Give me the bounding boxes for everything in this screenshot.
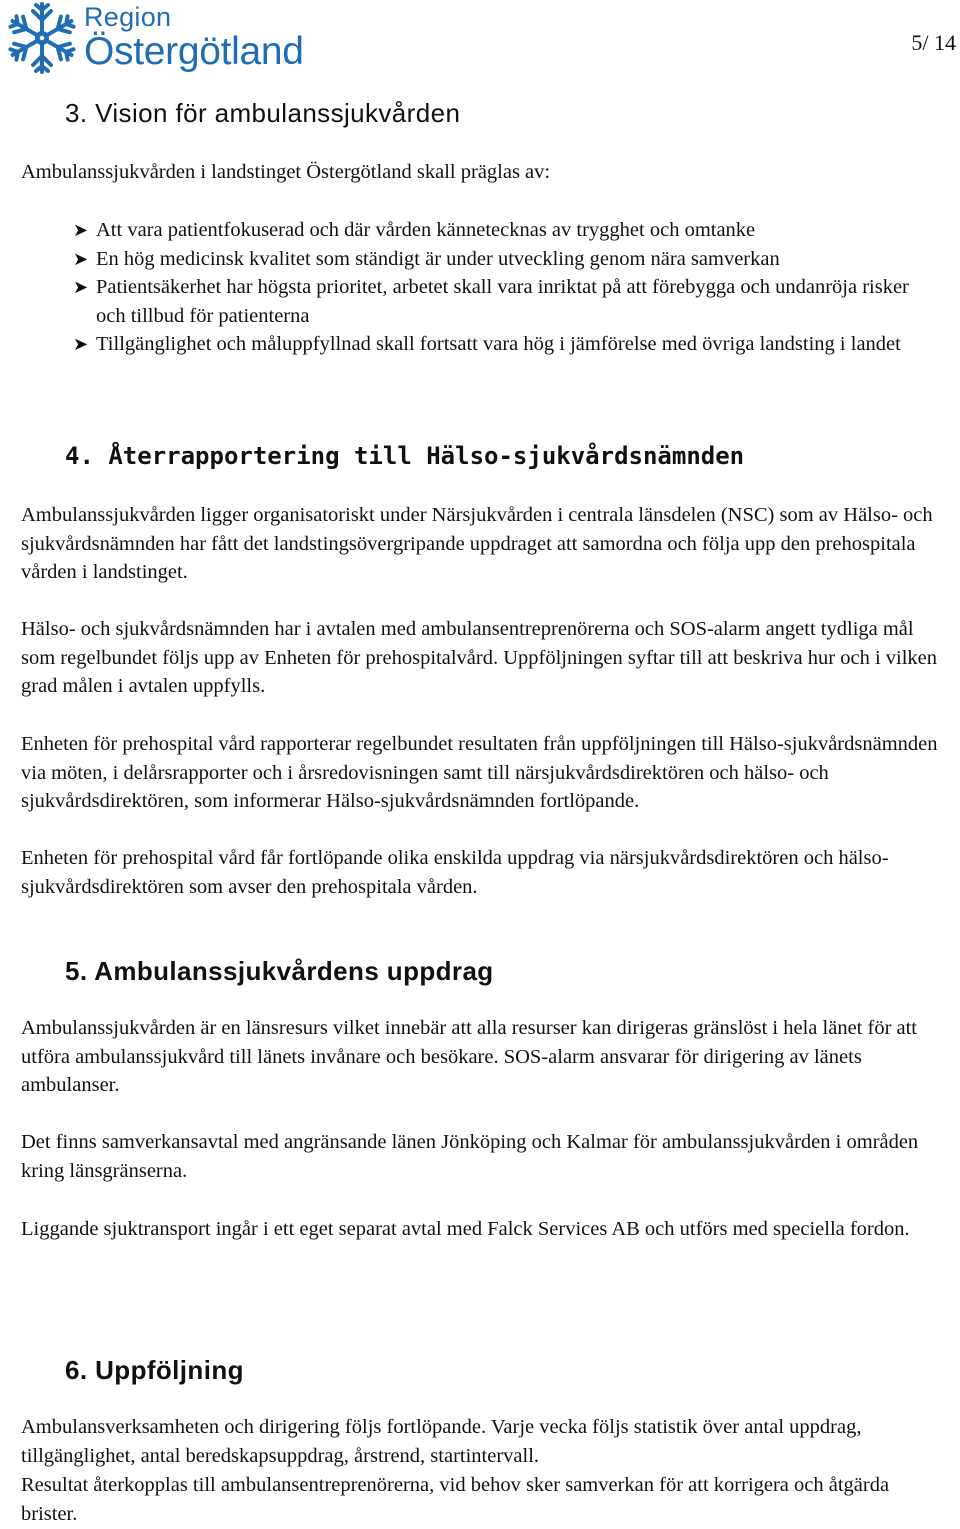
list-item: ➤ Tillgänglighet och måluppfyllnad skall fortsatt vara hög i jämförelse med övriga landsting i landet xyxy=(73,330,933,359)
section-5-paragraph-1: Ambulanssjukvården är en länsresurs vilket innebär att alla resurser kan dirigeras gränslöst i hela länet för att utföra ambulanssjukvård till länets invånare och besökare. SOS-alarm ansvarar för dirigering av länets ambulanser. xyxy=(21,1017,918,1097)
section-4-paragraph-3: Enheten för prehospital vård rapporterar regelbundet resultaten från uppföljningen till Hälso-sjukvårdsnämnden via möten, i delårsrapporter och i årsredovisningen samt till närsjukvårdsdirektören och hälso- och sjukvårdsdirektören, som informerar Hälso-sjukvårdsnämnden fortlöpande. xyxy=(21,733,938,813)
section-6-paragraph-1: Ambulansverksamheten och dirigering följs fortlöpande. Varje vecka följs statistik över antal uppdrag, tillgänglighet, antal beredskapsuppdrag, årstrend, startintervall. xyxy=(21,1416,862,1467)
logo-region-text: Region xyxy=(84,2,172,32)
page-number: 5/ 14 xyxy=(911,30,956,55)
arrowhead-bullet-icon: ➤ xyxy=(73,277,89,298)
arrowhead-bullet-icon: ➤ xyxy=(73,248,89,269)
section-6-paragraph-2: Resultat återkopplas till ambulansentreprenörerna, vid behov sker samverkan för att korrigera och åtgärda brister. xyxy=(21,1474,890,1525)
list-item: ➤ Att vara patientfokuserad och där vården kännetecknas av trygghet och omtanke xyxy=(73,216,933,245)
section-4-paragraph-2: Hälso- och sjukvårdsnämnden har i avtalen med ambulansentreprenörerna och SOS-alarm angett tydliga mål som regelbundet följs upp av Enheten för prehospitalvård. Uppföljningen syftar till att beskriva hur och i vilken grad målen i avtalen uppfylls. xyxy=(21,618,938,698)
section-3-heading: 3. Vision för ambulanssjukvården xyxy=(65,98,461,128)
section-3-intro: Ambulanssjukvården i landstinget Östergötland skall präglas av: xyxy=(21,161,551,183)
list-item: ➤ Patientsäkerhet har högsta prioritet, arbetet skall vara inriktat på att förebygga och undanröja risker och tillbud för patienterna xyxy=(73,273,933,330)
section-5-paragraph-2: Det finns samverkansavtal med angränsande länen Jönköping och Kalmar för ambulanssjukvården i områden kring länsgränserna. xyxy=(21,1131,919,1182)
section-4-paragraph-4: Enheten för prehospital vård får fortlöpande olika enskilda uppdrag via närsjukvårdsdirektören och hälso- sjukvårdsdirektören som avser den prehospitala vården. xyxy=(21,847,889,898)
arrowhead-bullet-icon: ➤ xyxy=(73,334,89,355)
logo-name-text: Östergötland xyxy=(84,30,304,73)
vision-bullet-list xyxy=(73,216,933,359)
section-5-paragraph-3: Liggande sjuktransport ingår i ett eget separat avtal med Falck Services AB och utförs med speciella fordon. xyxy=(21,1218,910,1240)
list-item: ➤ En hög medicinsk kvalitet som ständigt är under utveckling genom nära samverkan xyxy=(73,245,933,274)
section-4-paragraph-1: Ambulanssjukvården ligger organisatoriskt under Närsjukvården i centrala länsdelen (NSC) som av Hälso- och sjukvårdsnämnden har fått det landstingsövergripande uppdraget att samordna och följa upp den prehospitala vården i landstinget. xyxy=(21,504,933,584)
logo-wordmark xyxy=(84,2,304,72)
section-4-heading: 4. Återrapportering till Hälso-sjukvårdsnämnden xyxy=(65,442,745,470)
snowflake-flower-logo-icon xyxy=(2,0,82,80)
arrowhead-bullet-icon: ➤ xyxy=(73,220,89,240)
section-6-heading: 6. Uppföljning xyxy=(65,1355,244,1385)
section-5-heading: 5. Ambulanssjukvårdens uppdrag xyxy=(65,956,494,986)
region-logo xyxy=(2,0,312,80)
